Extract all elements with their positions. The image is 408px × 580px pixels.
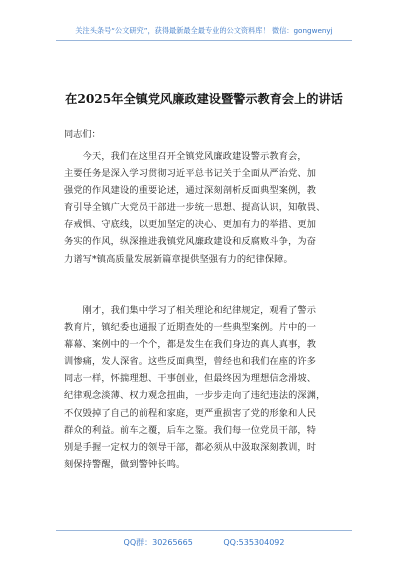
paragraph-line: 今天，我们在这里召开全镇党风廉政建设警示教育会，	[64, 151, 307, 162]
paragraph-line: 别是手握一定权力的领导干部，都必须从中汲取深刻教训，时	[64, 441, 317, 453]
footer-qq-group: QQ群：30265665	[123, 538, 193, 547]
footer-divider	[56, 530, 352, 531]
paragraph-line: 同志一样，怀揣理想、干事创业，但最终因为理想信念滑坡、	[64, 373, 317, 385]
paragraph-1	[64, 148, 352, 268]
paragraph-line: 群众的利益。前车之覆，后车之鉴。我们每一位党员干部，特	[64, 424, 317, 436]
paragraph-line: 主要任务是深入学习贯彻习近平总书记关于全面从严治党、加	[64, 168, 317, 180]
paragraph-line: 刚才，我们集中学习了相关理论和纪律规定，观看了警示	[64, 305, 317, 316]
salutation: 同志们：	[64, 129, 101, 140]
paragraph-line: 存戒惧、守底线，以更加坚定的决心、更加有力的举措、更加	[64, 219, 317, 231]
paragraph-line: 育引导全镇广大党员干部进一步统一思想、提高认识，知敬畏、	[64, 202, 326, 214]
paragraph-line: 不仅毁掉了自己的前程和家庭，更严重损害了党的形象和人民	[64, 407, 317, 419]
footer-qq: QQ:535304092	[223, 538, 285, 547]
paragraph-line: 教育片，镇纪委也通报了近期查处的一些典型案例。片中的一	[64, 322, 317, 334]
paragraph-line: 力谱写*镇高质量发展新篇章提供坚强有力的纪律保障。	[64, 253, 293, 265]
paragraph-line: 幕幕、案例中的一个个，都是发生在我们身边的真人真事，教	[64, 339, 317, 351]
header-divider	[56, 40, 352, 41]
paragraph-2	[64, 302, 352, 473]
paragraph-line: 刻保持警醒，做到警钟长鸣。	[64, 458, 186, 470]
paragraph-line: 纪律观念淡薄、权力观念扭曲，一步步走向了违纪违法的深渊，	[64, 390, 326, 402]
footer-contacts	[0, 537, 408, 548]
header-promo: 关注头条号“公文研究”，获得最新最全最专业的公文资料库！ 微信：gongwenyj	[75, 26, 333, 35]
paragraph-line: 务实的作风，纵深推进我镇党风廉政建设和反腐败斗争，为奋	[64, 236, 317, 248]
document-title: 在2025年全镇党风廉政建设暨警示教育会上的讲话	[65, 92, 343, 106]
paragraph-line: 强党的作风建设的重要论述，通过深刻剖析反面典型案例，教	[64, 185, 317, 197]
paragraph-line: 训惨痛，发人深省。这些反面典型，曾经也和我们在座的许多	[64, 356, 317, 368]
